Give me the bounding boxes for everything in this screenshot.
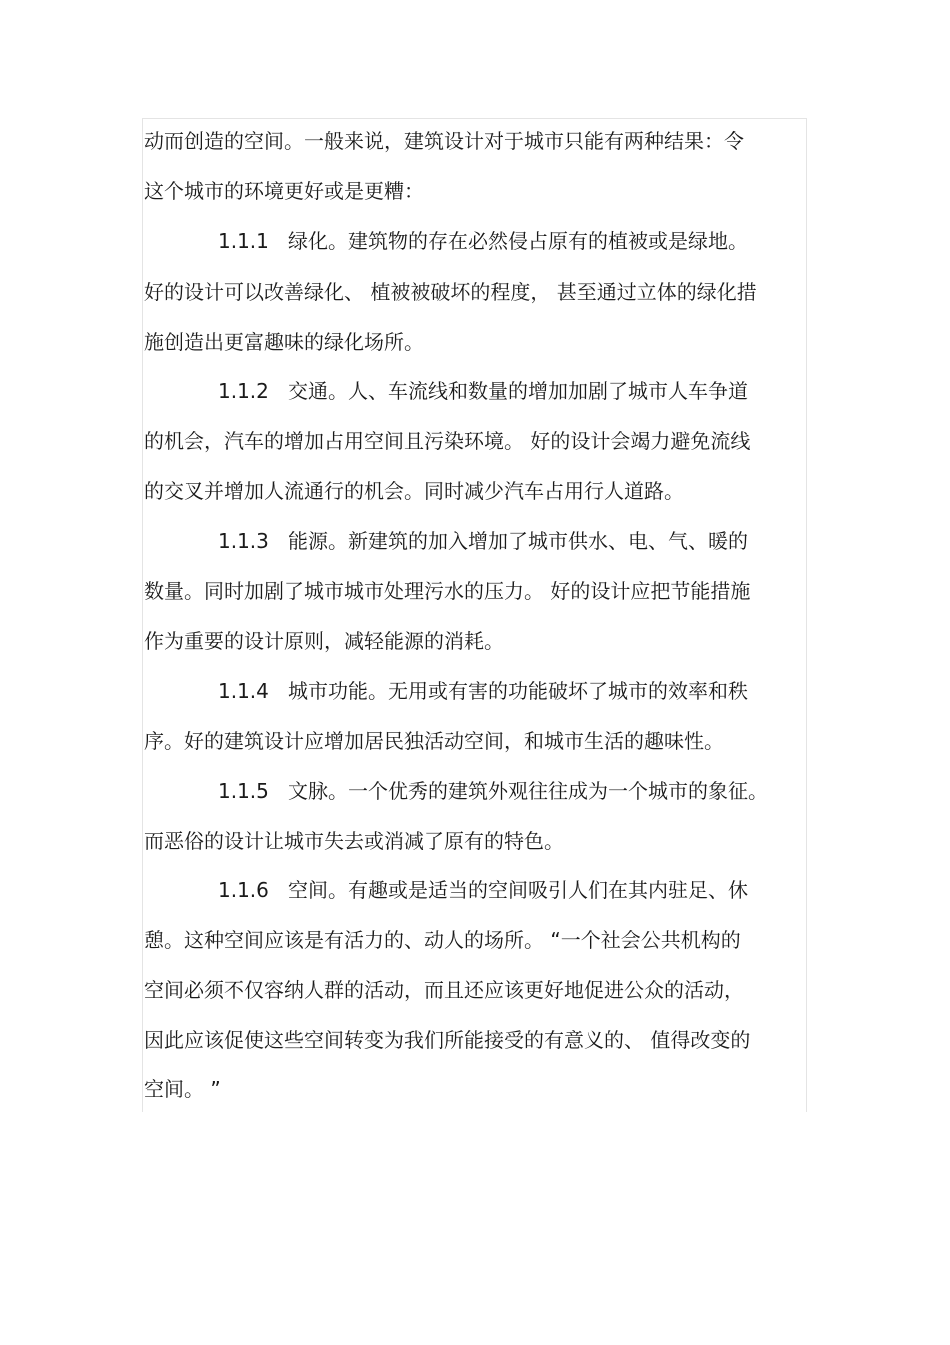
body-line: 好的设计可以改善绿化、 植被被破坏的程度， 甚至通过立体的绿化措 (144, 280, 757, 304)
section-number: 1.1.6 (218, 878, 269, 902)
body-line: 序。好的建筑设计应增加居民独活动空间，和城市生活的趣味性。 (144, 729, 724, 753)
body-line: 这个城市的环境更好或是更糟： (144, 179, 424, 203)
body-line: 憩。这种空间应该是有活力的、动人的场所。 “一个社会公共机构的 (144, 928, 741, 952)
section-line (218, 878, 748, 902)
body-line: 而恶俗的设计让城市失去或消减了原有的特色。 (144, 829, 564, 853)
section-number: 1.1.3 (218, 529, 269, 553)
body-line: 动而创造的空间。一般来说，建筑设计对于城市只能有两种结果：令 (144, 129, 744, 153)
section-number: 1.1.5 (218, 779, 269, 803)
section-text: 城市功能。无用或有害的功能破坏了城市的效率和秩 (288, 679, 748, 703)
section-text: 文脉。一个优秀的建筑外观往往成为一个城市的象征。 (288, 779, 768, 803)
section-line (218, 779, 768, 803)
section-text: 能源。新建筑的加入增加了城市供水、电、气、暖的 (288, 529, 748, 553)
body-line: 作为重要的设计原则，减轻能源的消耗。 (144, 629, 504, 653)
section-number: 1.1.2 (218, 379, 269, 403)
section-line (218, 679, 748, 703)
body-line: 空间必须不仅容纳人群的活动，而且还应该更好地促进公众的活动， (144, 978, 744, 1002)
section-text: 交通。人、车流线和数量的增加加剧了城市人车争道 (288, 379, 748, 403)
body-line: 的机会，汽车的增加占用空间且污染环境。 好的设计会竭力避免流线 (144, 429, 751, 453)
body-line: 数量。同时加剧了城市城市处理污水的压力。 好的设计应把节能措施 (144, 579, 751, 603)
section-line (218, 379, 748, 403)
section-text: 空间。有趣或是适当的空间吸引人们在其内驻足、休 (288, 878, 748, 902)
body-line: 的交叉并增加人流通行的机会。同时减少汽车占用行人道路。 (144, 479, 684, 503)
section-number: 1.1.4 (218, 679, 269, 703)
body-line: 因此应该促使这些空间转变为我们所能接受的有意义的、 值得改变的 (144, 1028, 751, 1052)
section-line (218, 529, 748, 553)
section-line (218, 229, 748, 253)
page-frame (142, 118, 807, 1112)
body-line: 空间。 ” (144, 1077, 221, 1101)
section-text: 绿化。建筑物的存在必然侵占原有的植被或是绿地。 (288, 229, 748, 253)
section-number: 1.1.1 (218, 229, 269, 253)
body-line: 施创造出更富趣味的绿化场所。 (144, 330, 424, 354)
